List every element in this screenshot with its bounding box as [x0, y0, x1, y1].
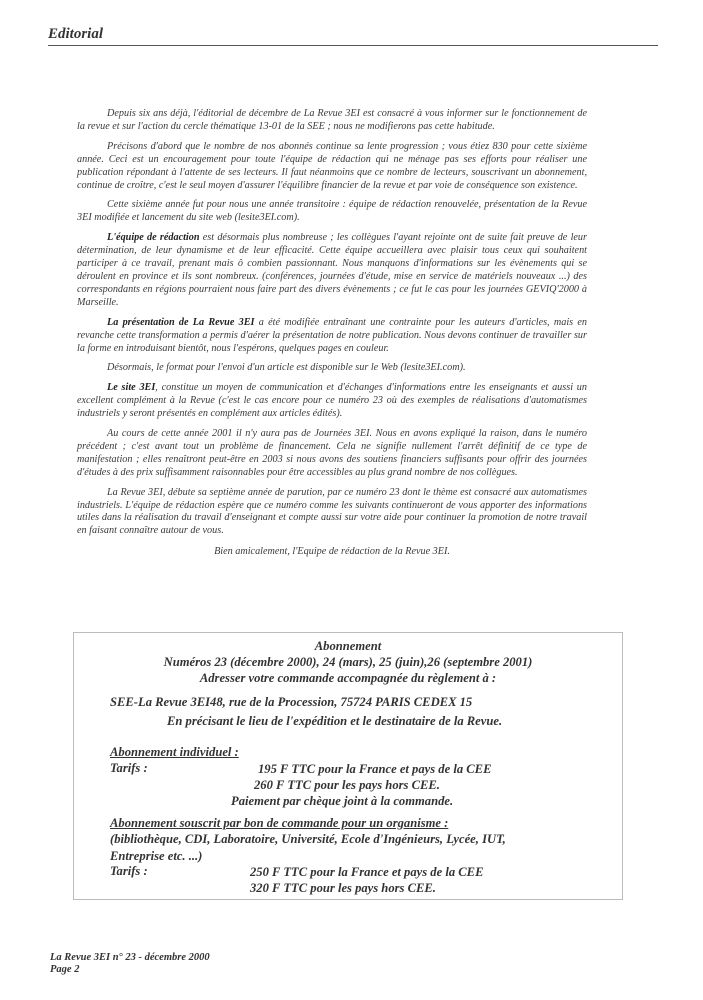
organisation-tarifs-label: Tarifs :	[110, 864, 148, 878]
subscription-address-note: En précisant le lieu de l'expédition et le destinataire de la Revue.	[167, 714, 503, 728]
signoff: Bien amicalement, l'Equipe de rédaction de la Revue 3EI.	[214, 546, 450, 558]
individual-tarifs-label: Tarifs :	[110, 761, 148, 775]
paragraph-2: Précisons d'abord que le nombre de nos abonnés continue sa lente progression ; vous étiez 830 pour cette sixième année. Ceci est un encouragement pour toute l'équipe de rédaction qui ne ménage pas ses efforts pour réaliser une publication répondant à l'attente de ses lecteurs. Il faut néanmoins que ce nombre de lecteurs, souscrivant un abonnement, continue de croître, c'est le seul moyen d'assurer l'équilibre financier de la revue et par voie de conséquence son existence.	[77, 140, 587, 191]
paragraph-7: Le site 3EI, constitue un moyen de communication et d'échanges d'informations entre les enseignants et aussi un excellent complément à la Revue (c'est le cas encore pour ce numéro 23 où des exemples de réalisations d'automatismes industriels y seront présentés en complément aux articles édités).	[77, 382, 587, 420]
organisation-price-other: 320 F TTC pour les pays hors CEE.	[250, 881, 436, 895]
individual-price-cee: 195 F TTC pour la France et pays de la CEE	[258, 762, 492, 776]
subscription-issues: Numéros 23 (décembre 2000), 24 (mars), 25 (juin),26 (septembre 2001)	[163, 655, 533, 669]
section-title: Editorial	[48, 26, 104, 42]
paragraph-3: Cette sixième année fut pour nous une année transitoire : équipe de rédaction renouvelée, présentation de la Revue 3EI modifiée et lancement du site web (lesite3EI.com).	[77, 199, 587, 224]
organisation-list: (bibliothèque, CDI, Laboratoire, Université, Ecole d'Ingénieurs, Lycée, IUT,	[110, 832, 506, 846]
organisation-list-continued: Entreprise etc. ...)	[110, 849, 203, 863]
footer-page-number: Page 2	[50, 964, 80, 975]
paragraph-8: Au cours de cette année 2001 il n'y aura pas de Journées 3EI. Nous en avons expliqué la raison, dans le numéro précédent ; c'est avant tout un problème de financement. Cela ne signifie nullement l'arrêt définitif de ce type de manifestation ; elles renaîtront peut-être en 2003 si nous avons des soutiens financiers suffisants pour offrir des journées d'études à des prix suffisamment raisonnables pour être accessibles au plus grand nombre de nos collègues.	[77, 428, 587, 478]
payment-note: Paiement par chèque joint à la commande.	[231, 794, 454, 808]
page-header	[48, 26, 658, 43]
subscription-address: SEE-La Revue 3EI48, rue de la Procession, 75724 PARIS CEDEX 15	[110, 695, 473, 709]
footer-issue: La Revue 3EI n° 23 - décembre 2000	[50, 952, 210, 963]
editorial-body	[77, 108, 587, 566]
subscription-box	[73, 632, 623, 900]
paragraph-1: Depuis six ans déjà, l'éditorial de décembre de La Revue 3EI est consacré à vous informer sur le fonctionnement de la revue et sur l'action du cercle thématique 13-01 de la SEE ; nous ne modifierons pas cette habitude.	[77, 108, 587, 132]
subscription-address-intro: Adresser votre commande accompagnée du règlement à :	[199, 671, 497, 685]
individual-subscription-title: Abonnement individuel :	[110, 745, 239, 759]
individual-price-other: 260 F TTC pour les pays hors CEE.	[254, 778, 440, 792]
paragraph-6: Désormais, le format pour l'envoi d'un article est disponible sur le Web (lesite3EI.com).	[107, 362, 466, 374]
header-divider	[48, 45, 658, 46]
paragraph-5: La présentation de La Revue 3EI a été modifiée entraînant une contrainte pour les auteurs d'articles, mais en revanche cette transformation a permis d'aérer la présentation de notre publication. Nous devons continuer de travailler sur la forme en introduisant bientôt, nous l'espérons, quelques pages en couleur.	[77, 316, 587, 354]
organisation-price-cee: 250 F TTC pour la France et pays de la CEE	[250, 865, 484, 879]
subscription-heading: Abonnement	[314, 639, 382, 653]
organisation-subscription-title: Abonnement souscrit par bon de commande pour un organisme :	[110, 816, 449, 830]
paragraph-9: La Revue 3EI, débute sa septième année de parution, par ce numéro 23 dont le thème est consacré aux automatismes industriels. L'équipe de rédaction espère que ce numéro comme les suivants continueront de vous apporter des informations utiles dans la réalisation du travail d'enseignant et compte aussi sur votre aide pour continuer la promotion de notre travail en faisant connaître autour de vous.	[77, 486, 587, 537]
page-footer	[50, 952, 210, 976]
paragraph-4: L'équipe de rédaction est désormais plus nombreuse ; les collègues l'ayant rejointe ont de suite fait preuve de leur détermination, de leur dynamisme et de leur efficacité. Cette équipe accueillera avec plaisir tous ceux qui souhaitent participer à ce travail, prenant mais ô combien passionnant. Nous manquons d'informations sur les évènements qui se déroulent en province et ils sont nombreux. (conférences, journées d'étude, mise en service de matériels nouveaux ...) des correspondants en régions pourraient nous faire part des divers évènements ; ce fut le cas pour les journées GEVIQ'2000 à Marseille.	[77, 232, 587, 308]
